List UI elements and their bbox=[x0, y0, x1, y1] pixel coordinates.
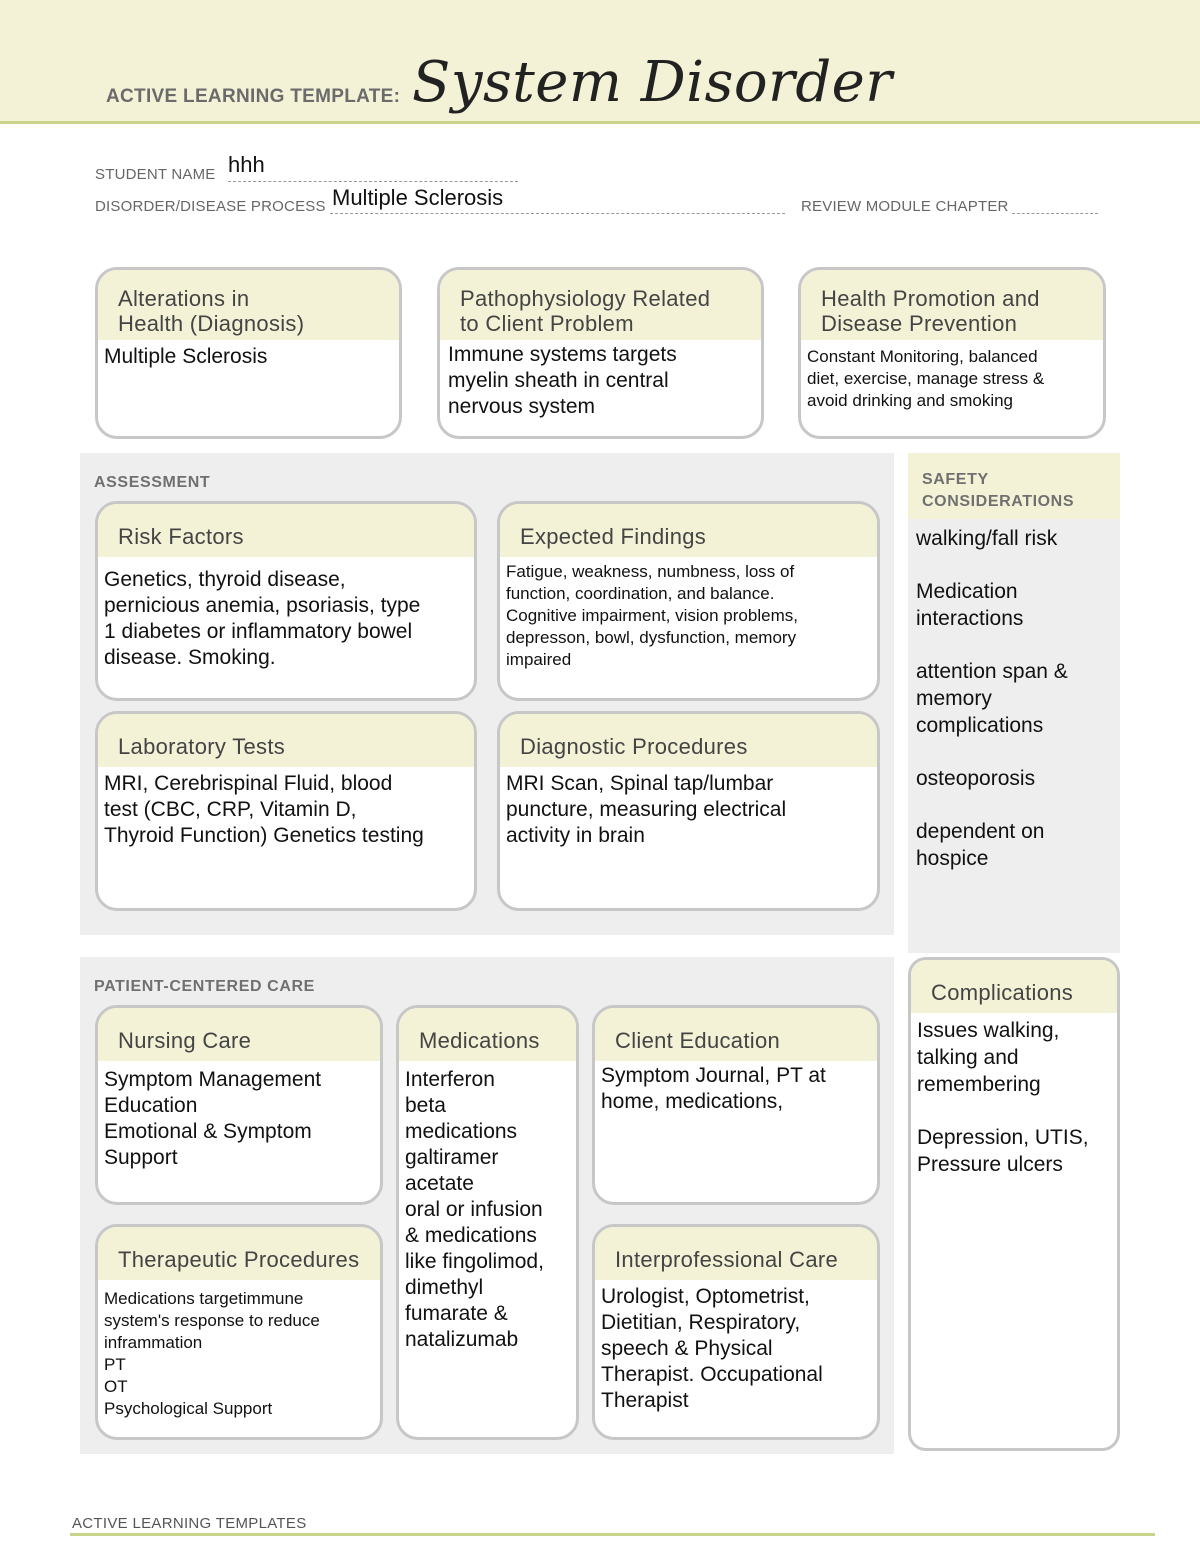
safety-title: SAFETY CONSIDERATIONS bbox=[908, 453, 1120, 519]
interprofessional-care-box bbox=[592, 1224, 880, 1440]
alterations-body[interactable]: Multiple Sclerosis bbox=[104, 345, 268, 368]
medications-title: Medications bbox=[399, 1008, 576, 1061]
client-education-box bbox=[592, 1005, 880, 1205]
review-chapter-field[interactable] bbox=[1012, 196, 1098, 214]
medications-body[interactable]: Interferon beta medications galtiramer acetate oral or infusion & medications like fingolimod, dimethyl fumarate & natalizumab bbox=[405, 1068, 544, 1351]
disorder-value: Multiple Sclerosis bbox=[332, 185, 504, 210]
medications-box bbox=[396, 1005, 579, 1440]
footer-text: ACTIVE LEARNING TEMPLATES bbox=[72, 1515, 307, 1532]
expected-findings-box bbox=[497, 501, 880, 701]
template-label: ACTIVE LEARNING TEMPLATE: bbox=[106, 86, 401, 107]
nursing-care-body[interactable]: Symptom Management Education Emotional & Symptom Support bbox=[104, 1068, 322, 1169]
risk-factors-body[interactable]: Genetics, thyroid disease, pernicious anemia, psoriasis, type 1 diabetes or inflammatory bowel disease. Smoking. bbox=[104, 568, 421, 669]
nursing-care-box bbox=[95, 1005, 383, 1205]
assessment-label: ASSESSMENT bbox=[94, 474, 211, 491]
safety-item[interactable]: dependent on hospice bbox=[916, 820, 1045, 870]
therapeutic-procedures-body[interactable]: Medications targetimmune system's response to reduce inframmation PT OT Psychological Support bbox=[104, 1289, 320, 1418]
student-name-field[interactable] bbox=[228, 152, 518, 182]
risk-factors-box bbox=[95, 501, 477, 701]
interprofessional-care-body[interactable]: Urologist, Optometrist, Dietitian, Respiratory, speech & Physical Therapist. Occupational Therapist bbox=[601, 1285, 823, 1412]
alterations-title: Alterations in Health (Diagnosis) bbox=[98, 270, 399, 340]
patient-care-label: PATIENT-CENTERED CARE bbox=[94, 978, 315, 995]
complications-list bbox=[911, 1013, 1117, 1178]
disorder-field[interactable] bbox=[330, 185, 785, 214]
laboratory-tests-body[interactable]: MRI, Cerebrispinal Fluid, blood test (CBC, CRP, Vitamin D, Thyroid Function) Genetics testing bbox=[104, 772, 424, 847]
safety-item[interactable]: Medication interactions bbox=[916, 580, 1024, 630]
expected-findings-body[interactable]: Fatigue, weakness, numbness, loss of function, coordination, and balance. Cognitive impairment, vision problems, depresson, bowl, dysfunction, memory impaired bbox=[506, 562, 798, 669]
complication-item[interactable]: Depression, UTIS, Pressure ulcers bbox=[917, 1126, 1089, 1176]
complications-title: Complications bbox=[911, 960, 1117, 1013]
student-name-label: STUDENT NAME bbox=[95, 166, 216, 183]
expected-findings-title: Expected Findings bbox=[500, 504, 877, 557]
nursing-care-title: Nursing Care bbox=[98, 1008, 380, 1061]
page-title: System Disorder bbox=[412, 50, 893, 115]
alterations-box bbox=[95, 267, 402, 439]
safety-list bbox=[908, 519, 1120, 872]
review-chapter-label: REVIEW MODULE CHAPTER bbox=[801, 198, 1009, 215]
diagnostic-procedures-title: Diagnostic Procedures bbox=[500, 714, 877, 767]
student-name-value: hhh bbox=[228, 152, 265, 177]
disorder-label: DISORDER/DISEASE PROCESS bbox=[95, 198, 326, 215]
laboratory-tests-box bbox=[95, 711, 477, 911]
risk-factors-title: Risk Factors bbox=[98, 504, 474, 557]
client-education-body[interactable]: Symptom Journal, PT at home, medications, bbox=[601, 1064, 826, 1113]
laboratory-tests-title: Laboratory Tests bbox=[98, 714, 474, 767]
complications-box bbox=[908, 957, 1120, 1451]
therapeutic-procedures-box bbox=[95, 1224, 383, 1440]
safety-panel bbox=[908, 453, 1120, 953]
pathophysiology-box bbox=[437, 267, 764, 439]
footer-divider bbox=[70, 1533, 1155, 1536]
diagnostic-procedures-box bbox=[497, 711, 880, 911]
diagnostic-procedures-body[interactable]: MRI Scan, Spinal tap/lumbar puncture, measuring electrical activity in brain bbox=[506, 772, 787, 847]
safety-item[interactable]: osteoporosis bbox=[916, 767, 1036, 790]
pathophysiology-body[interactable]: Immune systems targets myelin sheath in central nervous system bbox=[448, 343, 677, 418]
health-promotion-box bbox=[798, 267, 1106, 439]
safety-item[interactable]: attention span & memory complications bbox=[916, 660, 1068, 737]
client-education-title: Client Education bbox=[595, 1008, 877, 1061]
interprofessional-care-title: Interprofessional Care bbox=[595, 1227, 877, 1280]
complication-item[interactable]: Issues walking, talking and remembering bbox=[917, 1019, 1060, 1096]
health-promotion-body[interactable]: Constant Monitoring, balanced diet, exercise, manage stress & avoid drinking and smoking bbox=[807, 347, 1045, 410]
therapeutic-procedures-title: Therapeutic Procedures bbox=[98, 1227, 380, 1280]
pathophysiology-title: Pathophysiology Related to Client Problem bbox=[440, 270, 761, 340]
health-promotion-title: Health Promotion and Disease Prevention bbox=[801, 270, 1103, 340]
safety-item[interactable]: walking/fall risk bbox=[916, 527, 1058, 550]
